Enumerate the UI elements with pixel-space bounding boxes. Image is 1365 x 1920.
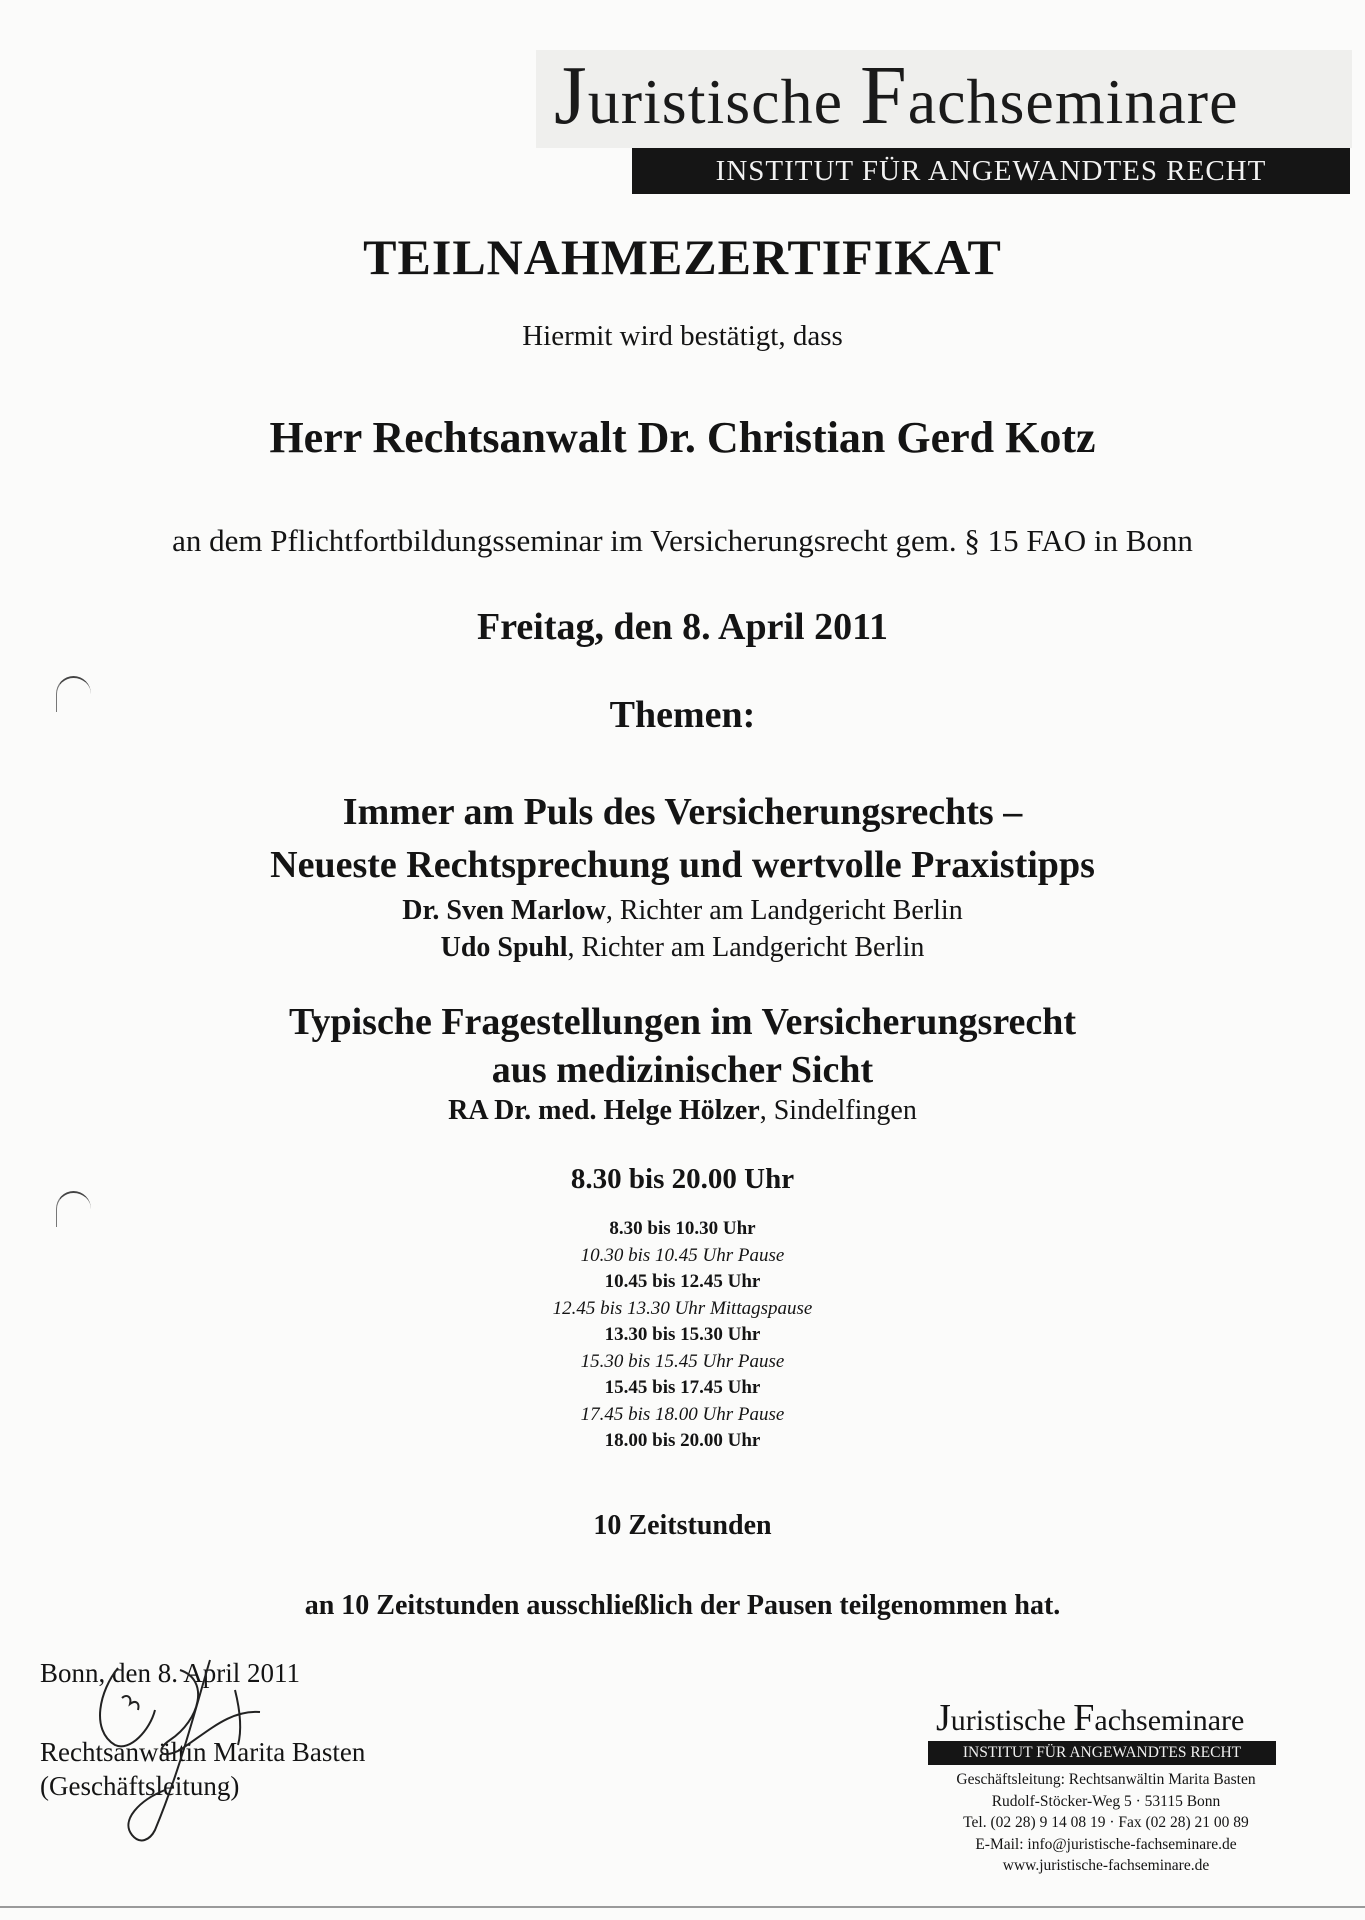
schedule-list bbox=[0, 1216, 1365, 1455]
footer-website: www.juristische-fachseminare.de bbox=[1002, 1857, 1210, 1874]
footer-logo bbox=[928, 1697, 1288, 1877]
schedule-item: 10.30 bis 10.45 Uhr Pause bbox=[580, 1244, 785, 1266]
zeitstunden: 10 Zeitstunden bbox=[593, 1510, 772, 1541]
schedule-item: 12.45 bis 13.30 Uhr Mittagspause bbox=[552, 1297, 813, 1319]
total-hours: 8.30 bis 20.00 Uhr bbox=[570, 1163, 795, 1195]
signer-name: Rechtsanwältin Marita Basten bbox=[40, 1737, 366, 1767]
topic-1-title-line2: Neueste Rechtsprechung und wertvolle Praxistipps bbox=[270, 844, 1095, 886]
punch-hole-mark bbox=[56, 676, 91, 712]
footer-contact-info bbox=[916, 1769, 1296, 1877]
footer-phone: Tel. (02 28) 9 14 08 19 · Fax (02 28) 21 00 89 bbox=[963, 1814, 1249, 1831]
place-date: Bonn, den 8. April 2011 bbox=[40, 1658, 300, 1688]
header-logo-name: Juristische Fachseminare bbox=[536, 50, 1352, 148]
certificate-intro: Hiermit wird bestätigt, dass bbox=[522, 320, 843, 352]
schedule-item: 15.30 bis 15.45 Uhr Pause bbox=[580, 1350, 785, 1372]
footer-management: Geschäftsleitung: Rechtsanwältin Marita Basten bbox=[956, 1771, 1256, 1788]
topic-2-title-line1: Typische Fragestellungen im Versicherungsrecht bbox=[288, 1001, 1077, 1043]
topics-heading: Themen: bbox=[609, 694, 756, 736]
header-logo bbox=[498, 50, 1350, 192]
footer-email: E-Mail: info@juristische-fachseminare.de bbox=[975, 1835, 1237, 1853]
topic-2-speaker-1: RA Dr. med. Helge Hölzer, Sindelfingen bbox=[448, 1095, 917, 1126]
footer-logo-subtitle: INSTITUT FÜR ANGEWANDTES RECHT bbox=[928, 1741, 1276, 1765]
header-logo-subtitle: INSTITUT FÜR ANGEWANDTES RECHT bbox=[632, 148, 1350, 194]
signer-role: (Geschäftsleitung) bbox=[40, 1771, 240, 1801]
certificate-title: TEILNAHMEZERTIFIKAT bbox=[363, 229, 1002, 285]
schedule-item: 13.30 bis 15.30 Uhr bbox=[604, 1324, 761, 1345]
schedule-item: 8.30 bis 10.30 Uhr bbox=[609, 1218, 756, 1239]
scan-edge-line bbox=[0, 1906, 1365, 1908]
topic-1-speaker-1: Dr. Sven Marlow, Richter am Landgericht Berlin bbox=[402, 895, 963, 926]
seminar-date: Freitag, den 8. April 2011 bbox=[477, 606, 888, 648]
topic-1-title-line1: Immer am Puls des Versicherungsrechts – bbox=[342, 791, 1023, 833]
punch-hole-mark bbox=[56, 1191, 91, 1227]
footer-address: Rudolf-Stöcker-Weg 5 · 53115 Bonn bbox=[991, 1792, 1221, 1810]
closing-statement: an 10 Zeitstunden ausschließlich der Pausen teilgenommen hat. bbox=[304, 1590, 1061, 1621]
schedule-item: 15.45 bis 17.45 Uhr bbox=[604, 1377, 761, 1398]
schedule-item: 17.45 bis 18.00 Uhr Pause bbox=[580, 1403, 785, 1425]
footer-logo-name: Juristische Fachseminare bbox=[936, 1697, 1245, 1739]
schedule-item: 10.45 bis 12.45 Uhr bbox=[604, 1271, 761, 1292]
schedule-item: 18.00 bis 20.00 Uhr bbox=[604, 1430, 761, 1451]
participant-name: Herr Rechtsanwalt Dr. Christian Gerd Kotz bbox=[269, 413, 1096, 462]
seminar-description: an dem Pflichtfortbildungsseminar im Versicherungsrecht gem. § 15 FAO in Bonn bbox=[172, 523, 1193, 558]
topic-1-speaker-2: Udo Spuhl, Richter am Landgericht Berlin bbox=[440, 932, 925, 963]
handwritten-signature bbox=[60, 1650, 320, 1850]
topic-2-title-line2: aus medizinischer Sicht bbox=[491, 1049, 874, 1091]
